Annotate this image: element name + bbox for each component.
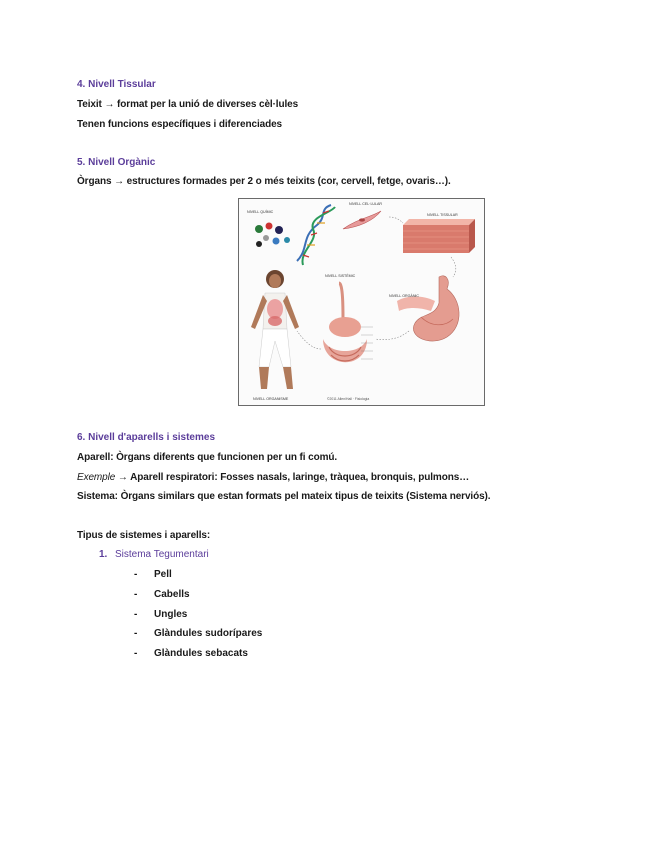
- section6-example: [77, 471, 469, 484]
- dna-illustration: [297, 205, 335, 265]
- section6-line1: Aparell: Òrgans diferents que funcionen per un fi comú.: [77, 452, 338, 463]
- label-chemical: NIVELL QUÍMIC: [247, 210, 274, 214]
- bullet-dash: -: [134, 609, 138, 620]
- bullet-dash: -: [134, 628, 138, 639]
- subitem-ungles: Ungles: [154, 609, 188, 620]
- subitem-glandules-sudoripares: Glàndules sudorípares: [154, 628, 263, 639]
- bullet-dash: -: [134, 648, 138, 659]
- section4-line2: Tenen funcions específiques i diferenciades: [77, 119, 283, 130]
- cell-illustration: [343, 211, 381, 229]
- tissue-illustration: [403, 219, 475, 253]
- list-item-number: 1.: [99, 549, 108, 560]
- types-intro: Tipus de sistemes i aparells:: [77, 530, 211, 541]
- subitem-cabells: Cabells: [154, 589, 190, 600]
- levels-illustration: [239, 199, 485, 406]
- section5-heading: 5. Nivell Orgànic: [77, 157, 156, 168]
- label-system: NIVELL SISTÈMIC: [325, 274, 356, 278]
- label-cellular: NIVELL CEL·LULAR: [349, 202, 383, 206]
- section4-heading: 4. Nivell Tissular: [77, 79, 156, 90]
- section4-line1: Teixit → format per la unió de diverses cèl·lules: [77, 99, 299, 110]
- label-organ: NIVELL ORGÀNIC: [389, 294, 420, 298]
- molecules-illustration: [255, 223, 290, 248]
- biology-levels-figure: [238, 198, 485, 406]
- section6-line3: Sistema: Òrgans similars que estan formats pel mateix tipus de teixits (Sistema nerviós).: [77, 491, 491, 502]
- stomach-illustration: [397, 276, 459, 341]
- example-label: Exemple: [77, 472, 116, 483]
- label-tissue: NIVELL TISSULAR: [427, 213, 458, 217]
- example-text: → Aparell respiratori: Fosses nasals, laringe, tràquea, bronquis, pulmons…: [115, 472, 470, 483]
- figure-caption: ©2011 Allen/Hall · Fisiologia: [327, 397, 370, 401]
- subitem-pell: Pell: [154, 569, 172, 580]
- list-item-title: Sistema Tegumentari: [115, 549, 209, 560]
- bullet-dash: -: [134, 569, 138, 580]
- section5-line1: Òrgans → estructures formades per 2 o més teixits (cor, cervell, fetge, ovaris…).: [77, 176, 451, 187]
- bullet-dash: -: [134, 589, 138, 600]
- section6-heading: 6. Nivell d'aparells i sistemes: [77, 432, 216, 443]
- subitem-glandules-sebacats: Glàndules sebacats: [154, 648, 248, 659]
- digestive-system-illustration: [323, 283, 373, 362]
- organism-illustration: [251, 270, 299, 389]
- label-organism: NIVELL ORGANISME: [253, 397, 289, 401]
